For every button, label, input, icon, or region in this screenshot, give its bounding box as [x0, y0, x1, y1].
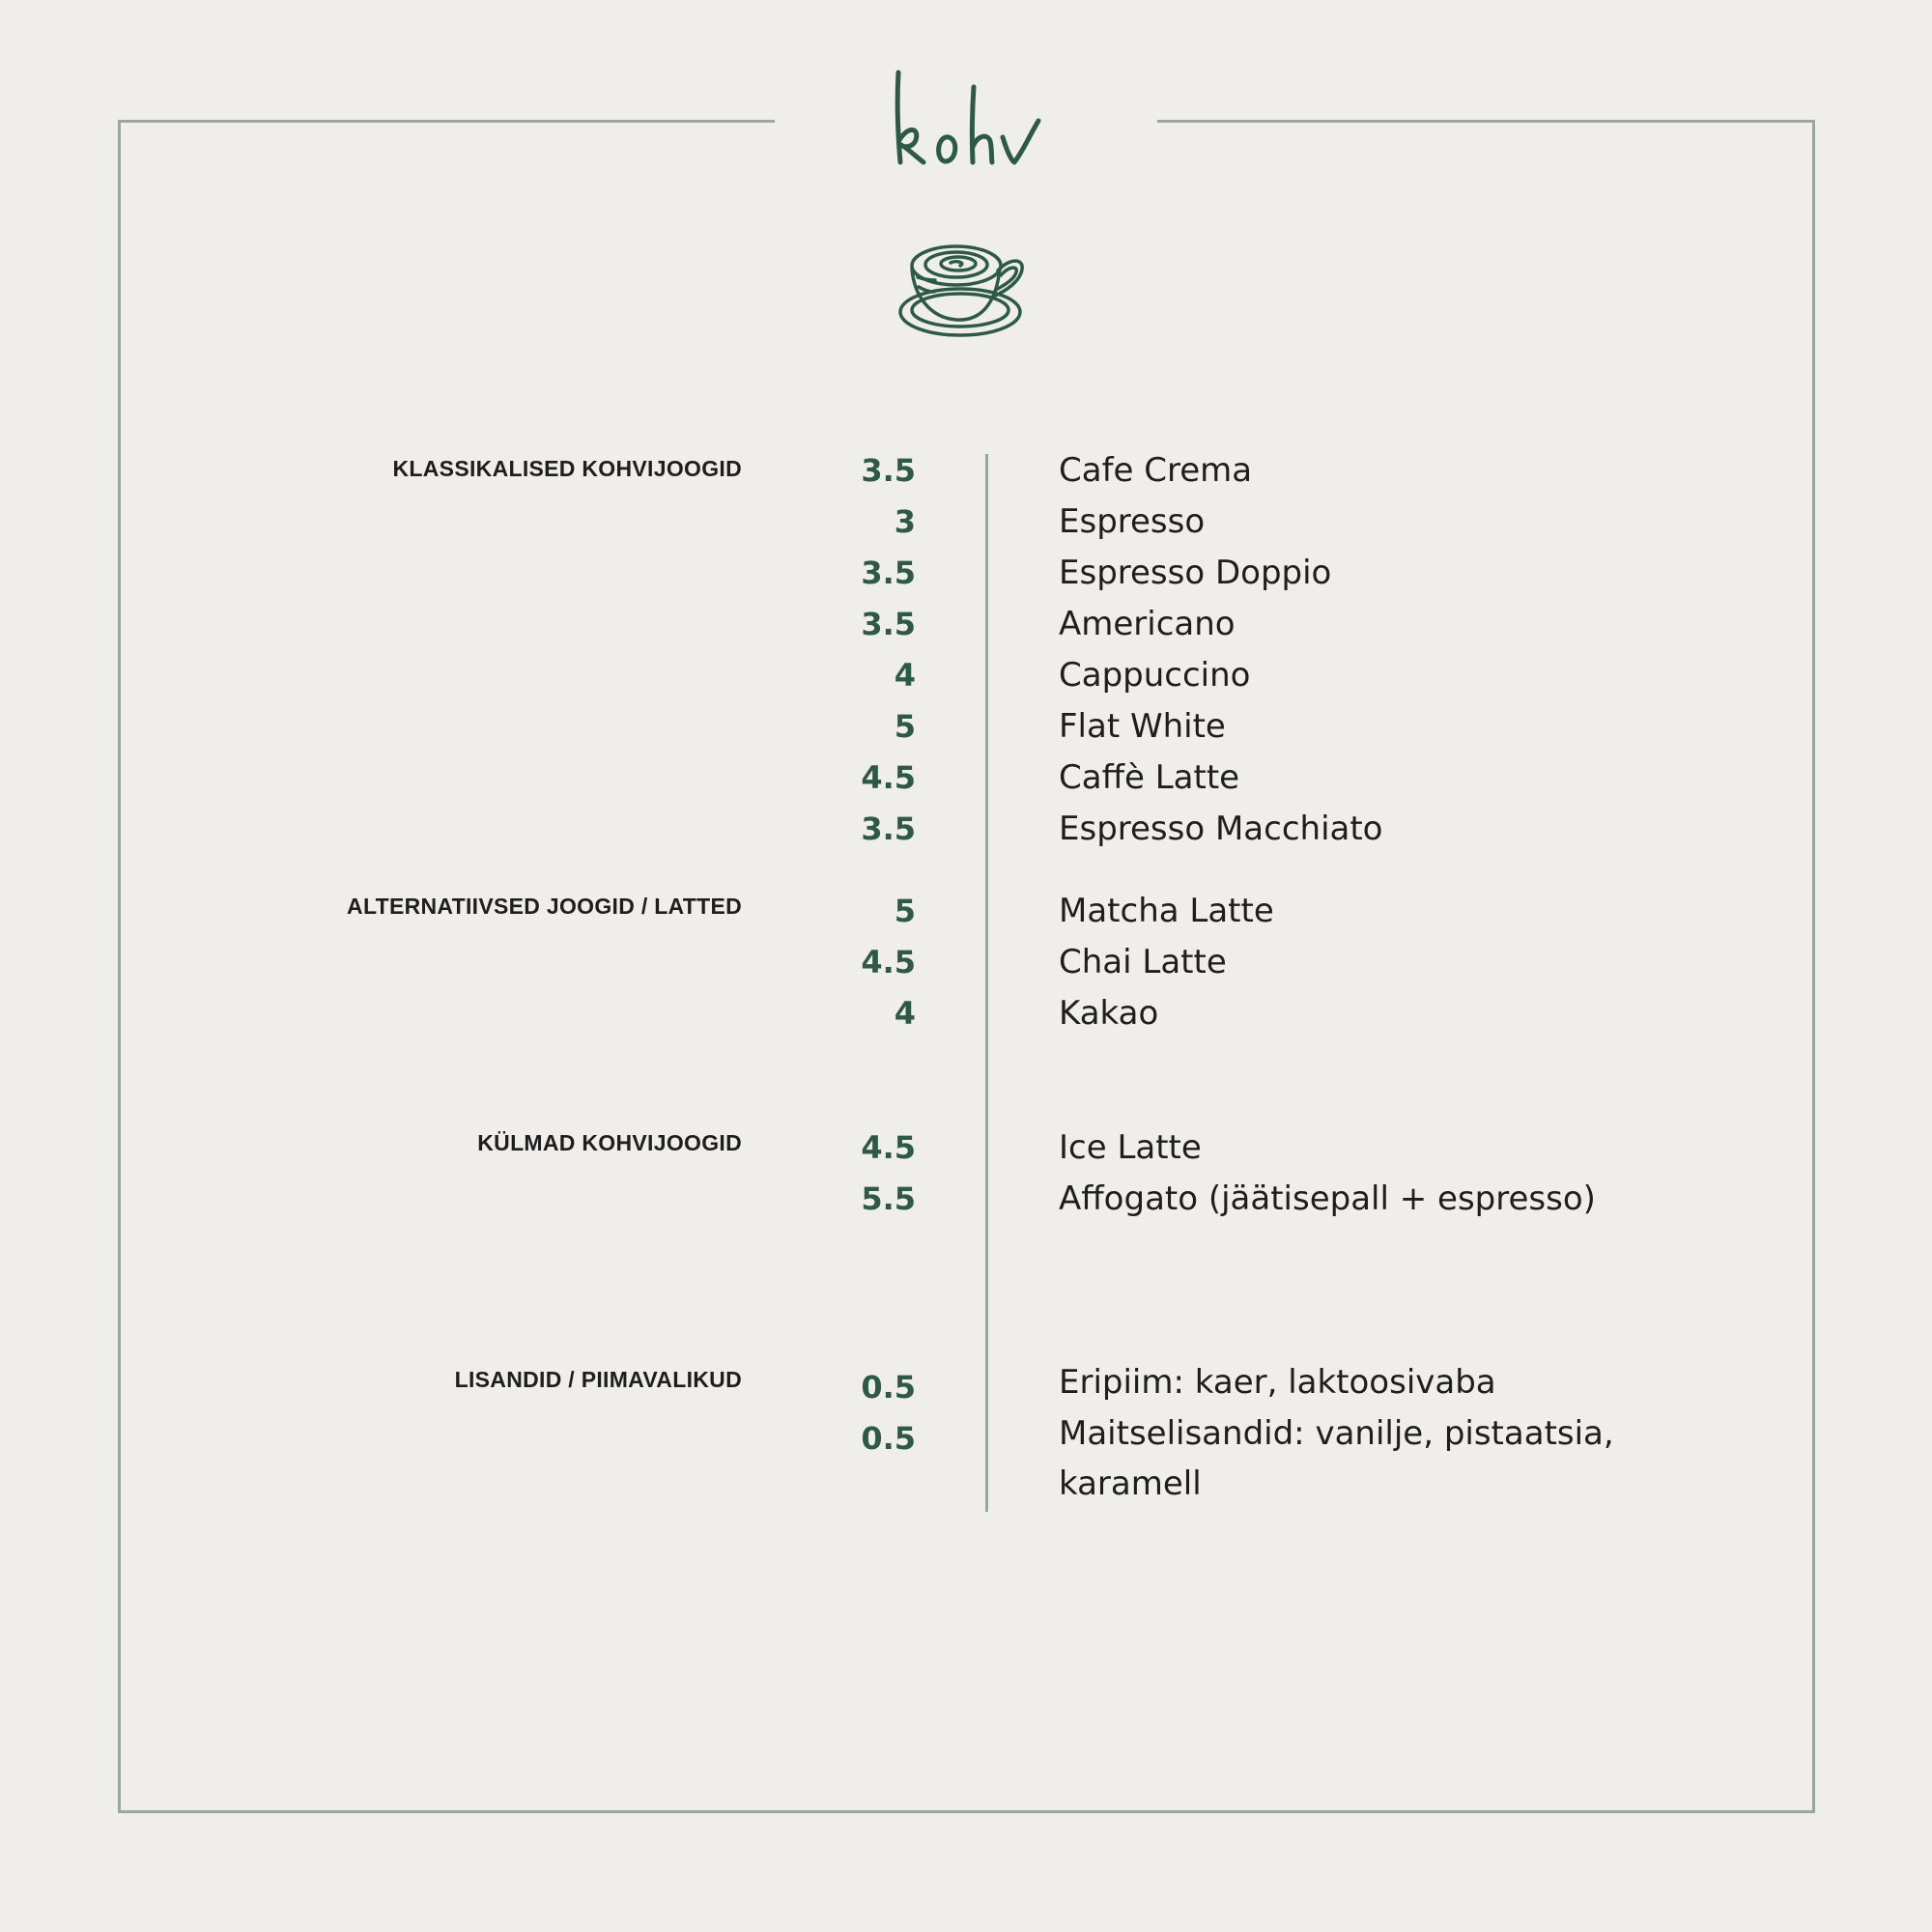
menu-item: Flat White — [1059, 707, 1226, 746]
coffee-cup-icon — [889, 237, 1034, 343]
center-divider — [985, 454, 988, 1512]
menu-item: Espresso Macchiato — [1059, 810, 1383, 848]
price: 5.5 — [861, 1180, 916, 1217]
price: 3.5 — [861, 452, 916, 489]
menu-item: Espresso Doppio — [1059, 554, 1332, 592]
price: 4.5 — [861, 759, 916, 796]
price: 4 — [894, 657, 916, 694]
section-title-extras: LISANDID / PIIMAVALIKUD — [454, 1367, 742, 1392]
price: 4 — [894, 995, 916, 1032]
frame-bottom — [118, 1810, 1815, 1813]
menu-item: Chai Latte — [1059, 943, 1227, 981]
menu-item: Eripiim: kaer, laktoosivaba — [1059, 1363, 1496, 1402]
menu-item: Cafe Crema — [1059, 451, 1253, 490]
menu-item: Affogato (jäätisepall + espresso) — [1059, 1179, 1596, 1218]
menu-item: Espresso — [1059, 502, 1206, 541]
price: 4.5 — [861, 1129, 916, 1166]
menu-item: Kakao — [1059, 994, 1159, 1033]
price: 3.5 — [861, 810, 916, 847]
price: 5 — [894, 708, 916, 745]
section-title-cold: KÜLMAD KOHVIJOOGID — [477, 1130, 742, 1155]
menu-item: Maitselisandid: vanilje, pistaatsia, — [1059, 1414, 1614, 1453]
menu-item: Americano — [1059, 605, 1236, 643]
price: 3 — [894, 503, 916, 540]
kohv-logo — [869, 48, 1063, 184]
menu-item: Caffè Latte — [1059, 758, 1240, 797]
section-title-classic: KLASSIKALISED KOHVIJOOGID — [392, 456, 742, 481]
menu-item: Cappuccino — [1059, 656, 1251, 695]
section-title-alternative: ALTERNATIIVSED JOOGID / LATTED — [347, 894, 742, 919]
price: 5 — [894, 893, 916, 929]
price: 3.5 — [861, 554, 916, 591]
menu-item: Matcha Latte — [1059, 892, 1274, 930]
menu-item-continued: karamell — [1059, 1464, 1202, 1503]
price: 0.5 — [861, 1420, 916, 1457]
frame-left — [118, 120, 121, 1813]
price: 3.5 — [861, 606, 916, 642]
frame-right — [1812, 120, 1815, 1813]
frame-top-left — [118, 120, 775, 123]
frame-top-right — [1157, 120, 1815, 123]
price: 0.5 — [861, 1369, 916, 1406]
price: 4.5 — [861, 944, 916, 980]
menu-item: Ice Latte — [1059, 1128, 1202, 1167]
